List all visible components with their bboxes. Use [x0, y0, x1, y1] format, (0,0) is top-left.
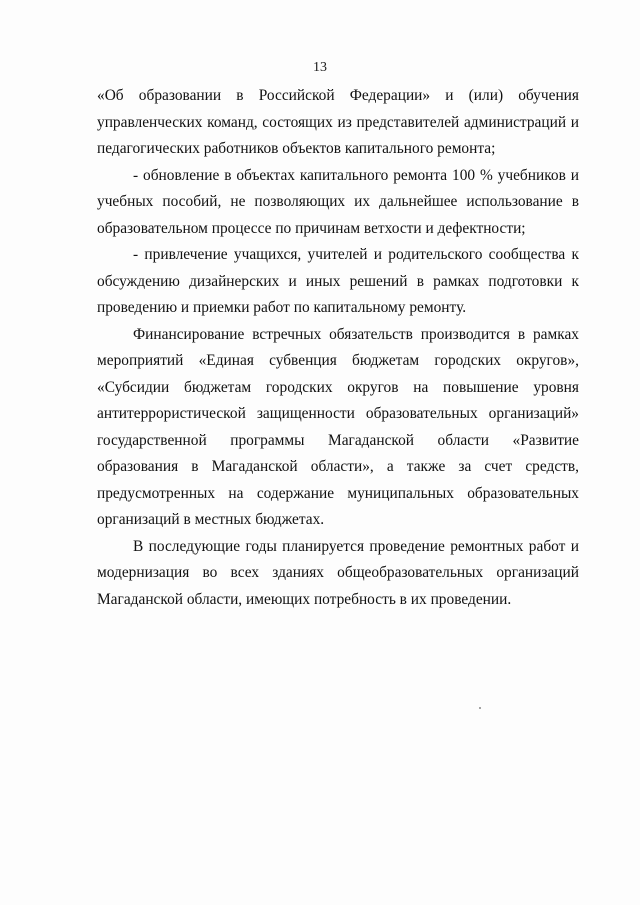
paragraph-4: Финансирование встречных обязательств производится в рамках мероприятий «Единая субвенция бюджетам городских округов», «Субсидии бюджетам городских округов на повышение уровня антитеррористической защищенности образовательных организаций» государственной программы Магаданской области «Развитие образования в Магаданской области», а также за счет средств, предусмотренных на содержание муниципальных образовательных организаций в местных бюджетах. [97, 325, 579, 528]
paragraph-5: В последующие годы планируется проведение ремонтных работ и модернизация во всех зданиях общеобразовательных организаций Магаданской области, имеющих потребность в их проведении. [97, 537, 579, 608]
document-body [97, 83, 579, 613]
paragraph-1: «Об образовании в Российской Федерации» и (или) обучения управленческих команд, состоящих из представителей администраций и педагогических работников объектов капитального ремонта; [97, 87, 579, 157]
paragraph-2: - обновление в объектах капитального ремонта 100 % учебников и учебных пособий, не позволяющих их дальнейшее использование в образовательном процессе по причинам ветхости и дефектности; [97, 166, 579, 237]
page-number: 13 [313, 60, 327, 75]
scan-speck [479, 707, 481, 709]
paragraph-3: - привлечение учащихся, учителей и родительского сообщества к обсуждению дизайнерских и иных решений в рамках подготовки к проведению и приемки работ по капитальному ремонту. [97, 246, 579, 316]
